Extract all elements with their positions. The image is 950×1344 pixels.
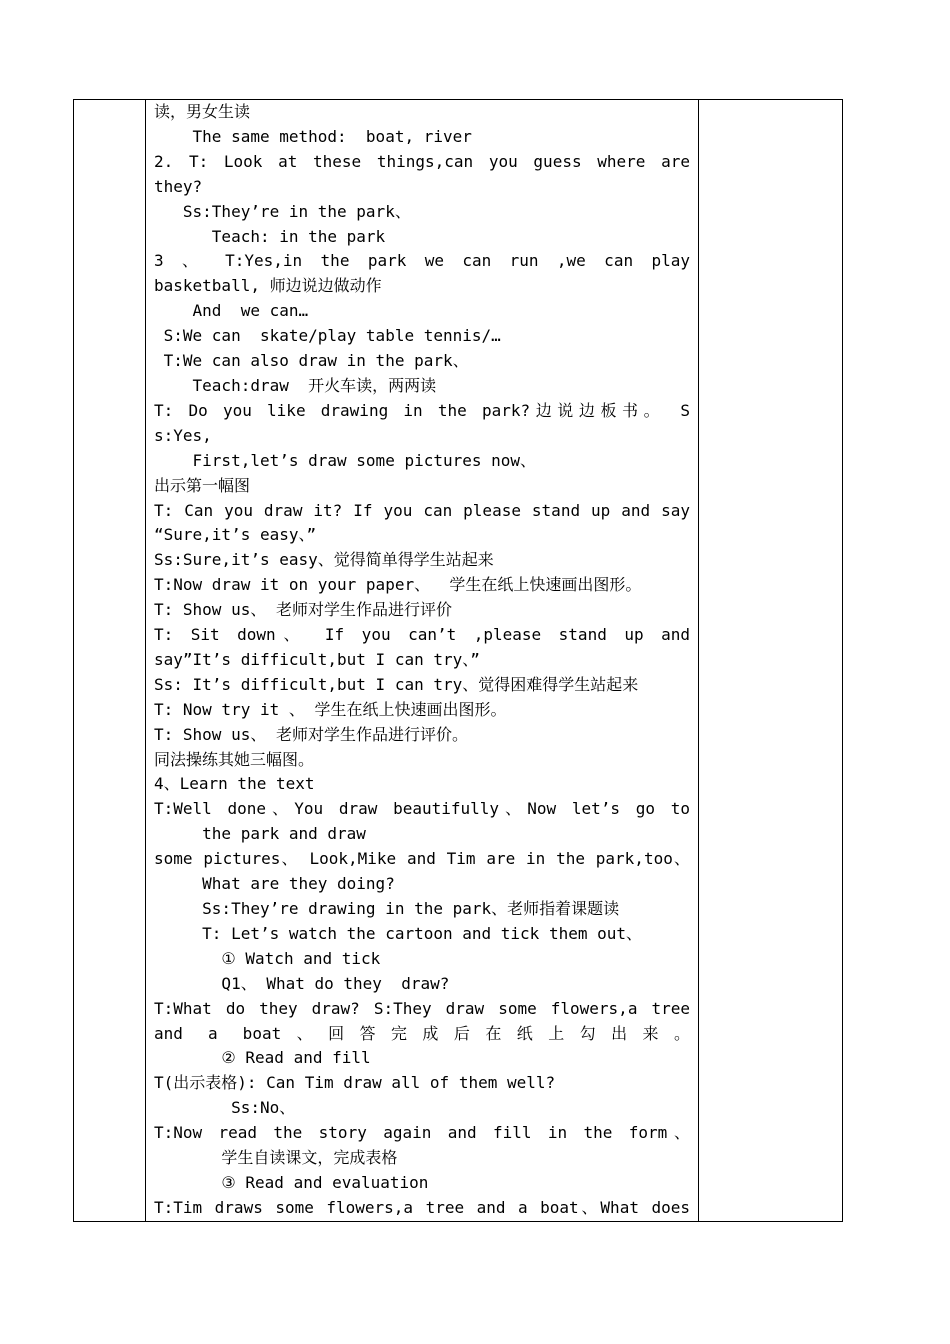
text-line: T:Well done、You draw beautifully、Now let’s go to xyxy=(154,799,690,819)
left-column-cell xyxy=(74,100,146,1222)
text-line: Ss:They’re in the park、 xyxy=(154,201,411,221)
text-line: say”It’s difficult,but I can try、” xyxy=(154,649,480,669)
text-line: First,let’s draw some pictures now、 xyxy=(154,450,537,470)
text-line: 出示第一幅图 xyxy=(154,475,251,495)
text-line: 同法操练其她三幅图。 xyxy=(154,749,315,769)
text-line: 2. T: Look at these things,can you guess where are xyxy=(154,151,690,171)
text-line: “Sure,it’s easy、” xyxy=(154,525,317,545)
procedure-text xyxy=(146,100,698,1221)
text-line: What are they doing? xyxy=(154,874,395,894)
text-line: Teach:draw 开火车读，两两读 xyxy=(154,375,437,395)
text-line: T: Show us、 老师对学生作品进行评价 xyxy=(154,600,452,620)
text-line: and a boat、回答完成后在纸上勾出来。 xyxy=(154,1023,690,1043)
text-line: the park and draw xyxy=(154,824,366,844)
text-line: Ss:Sure,it’s easy、觉得简单得学生站起来 xyxy=(154,550,494,570)
text-line: Ss:No、 xyxy=(154,1098,296,1118)
text-line: T: Can you draw it? If you can please stand up and say xyxy=(154,500,690,520)
text-line: 3 、 T:Yes,in the park we can run ,we can play xyxy=(154,251,690,271)
text-line: 4、Learn the text xyxy=(154,774,315,794)
text-line: Ss:They’re drawing in the park、老师指着课题读 xyxy=(154,899,620,918)
text-line: The same method: boat, river xyxy=(154,126,472,146)
text-line: 读，男女生读 xyxy=(154,102,251,121)
procedure-cell xyxy=(146,100,699,1222)
lesson-plan-table xyxy=(73,99,843,1222)
text-line: S:We can skate/play table tennis/… xyxy=(154,326,501,346)
text-line: they? xyxy=(154,176,203,196)
text-line: T: Sit down、 If you can’t ,please stand up and xyxy=(154,625,690,645)
text-line: Ss: It’s difficult,but I can try、觉得困难得学生站起来 xyxy=(154,674,639,694)
text-line: ③ Read and evaluation xyxy=(154,1172,429,1192)
text-line: 学生自读课文，完成表格 xyxy=(154,1148,398,1168)
text-line: T: Now try it 、 学生在纸上快速画出图形。 xyxy=(154,699,507,719)
text-line: ② Read and fill xyxy=(154,1048,371,1068)
text-line: Teach: in the park xyxy=(154,226,386,246)
text-line: Q1、 What do they draw? xyxy=(154,973,450,993)
text-line: T: Show us、 老师对学生作品进行评价。 xyxy=(154,724,468,744)
text-line: T: Do you like drawing in the park?边说边板书。 S xyxy=(154,400,690,420)
text-line: ① Watch and tick xyxy=(154,948,381,968)
text-line: T:What do they draw? S:They draw some flowers,a tree xyxy=(154,998,690,1018)
notes-column-cell xyxy=(699,100,843,1222)
text-line: T:We can also draw in the park、 xyxy=(154,351,469,371)
table-row xyxy=(74,100,843,1222)
text-line: And we can… xyxy=(154,301,309,321)
text-line: basketball, 师边说边做动作 xyxy=(154,276,382,296)
text-line: T:Now draw it on your paper、 学生在纸上快速画出图形。 xyxy=(154,575,642,595)
text-line: T:Now read the story again and fill in the form、 xyxy=(154,1123,690,1143)
text-line: T: Let’s watch the cartoon and tick them out、 xyxy=(154,923,643,943)
text-line: T(出示表格): Can Tim draw all of them well? xyxy=(154,1073,556,1093)
text-line: T:Tim draws some flowers,a tree and a boat、What does xyxy=(154,1197,690,1217)
text-line: s:Yes, xyxy=(154,425,212,445)
text-line: some pictures、 Look,Mike and Tim are in the park,too、 xyxy=(154,849,690,869)
